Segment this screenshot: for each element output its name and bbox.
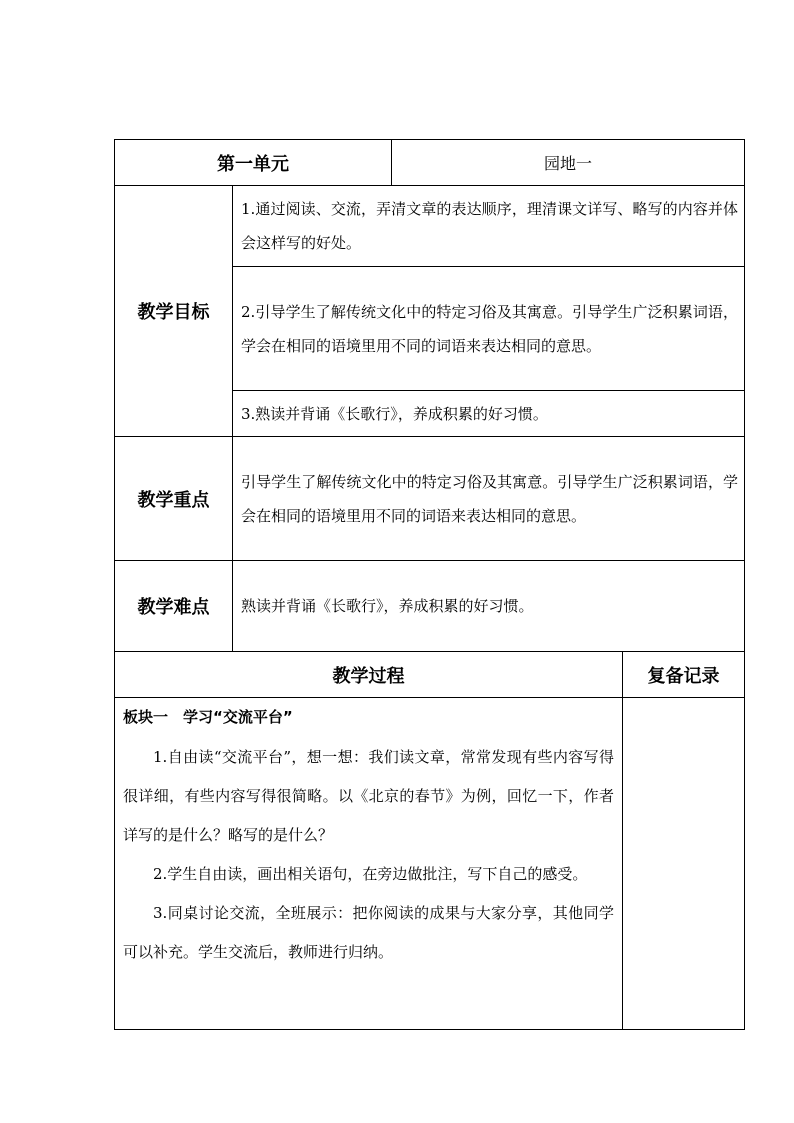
lesson-plan-table bbox=[114, 139, 745, 1030]
notes-header: 复备记录 bbox=[623, 652, 745, 698]
goal-item-3: 3.熟读并背诵《长歌行》，养成积累的好习惯。 bbox=[233, 391, 745, 437]
key-points-text: 引导学生了解传统文化中的特定习俗及其寓意。引导学生广泛积累词语，学会在相同的语境里用不同的词语来表达相同的意思。 bbox=[233, 437, 745, 561]
lesson-name: 园地一 bbox=[392, 140, 745, 186]
key-points-row bbox=[115, 437, 745, 561]
notes-cell bbox=[623, 698, 745, 1030]
goal-item-1: 1.通过阅读、交流，弄清文章的表达顺序，理清课文详写、略写的内容并体会这样写的好处。 bbox=[233, 186, 745, 267]
difficulties-row bbox=[115, 561, 745, 652]
process-header: 教学过程 bbox=[115, 652, 623, 698]
process-content bbox=[115, 698, 623, 1030]
block-title: 板块一 学习“交流平台” bbox=[123, 708, 293, 726]
process-body-row bbox=[115, 698, 745, 1030]
goal-item-2: 2.引导学生了解传统文化中的特定习俗及其寓意。引导学生广泛积累词语，学会在相同的语境里用不同的词语来表达相同的意思。 bbox=[233, 267, 745, 391]
unit-row bbox=[115, 140, 745, 186]
process-header-row bbox=[115, 652, 745, 698]
key-points-label: 教学重点 bbox=[115, 437, 233, 561]
goals-label: 教学目标 bbox=[115, 186, 233, 437]
process-step-1: 1.自由读“交流平台”，想一想：我们读文章，常常发现有些内容写得很详细，有些内容写得很简略。以《北京的春节》为例，回忆一下，作者详写的是什么？略写的是什么？ bbox=[123, 748, 614, 844]
difficulties-label: 教学难点 bbox=[115, 561, 233, 652]
process-step-3: 3.同桌讨论交流，全班展示：把你阅读的成果与大家分享，其他同学可以补充。学生交流后，教师进行归纳。 bbox=[123, 904, 614, 961]
unit-name: 第一单元 bbox=[115, 140, 392, 186]
difficulties-text: 熟读并背诵《长歌行》，养成积累的好习惯。 bbox=[233, 561, 745, 652]
process-step-2: 2.学生自由读，画出相关语句，在旁边做批注，写下自己的感受。 bbox=[153, 865, 588, 883]
goal-row-1 bbox=[115, 186, 745, 267]
